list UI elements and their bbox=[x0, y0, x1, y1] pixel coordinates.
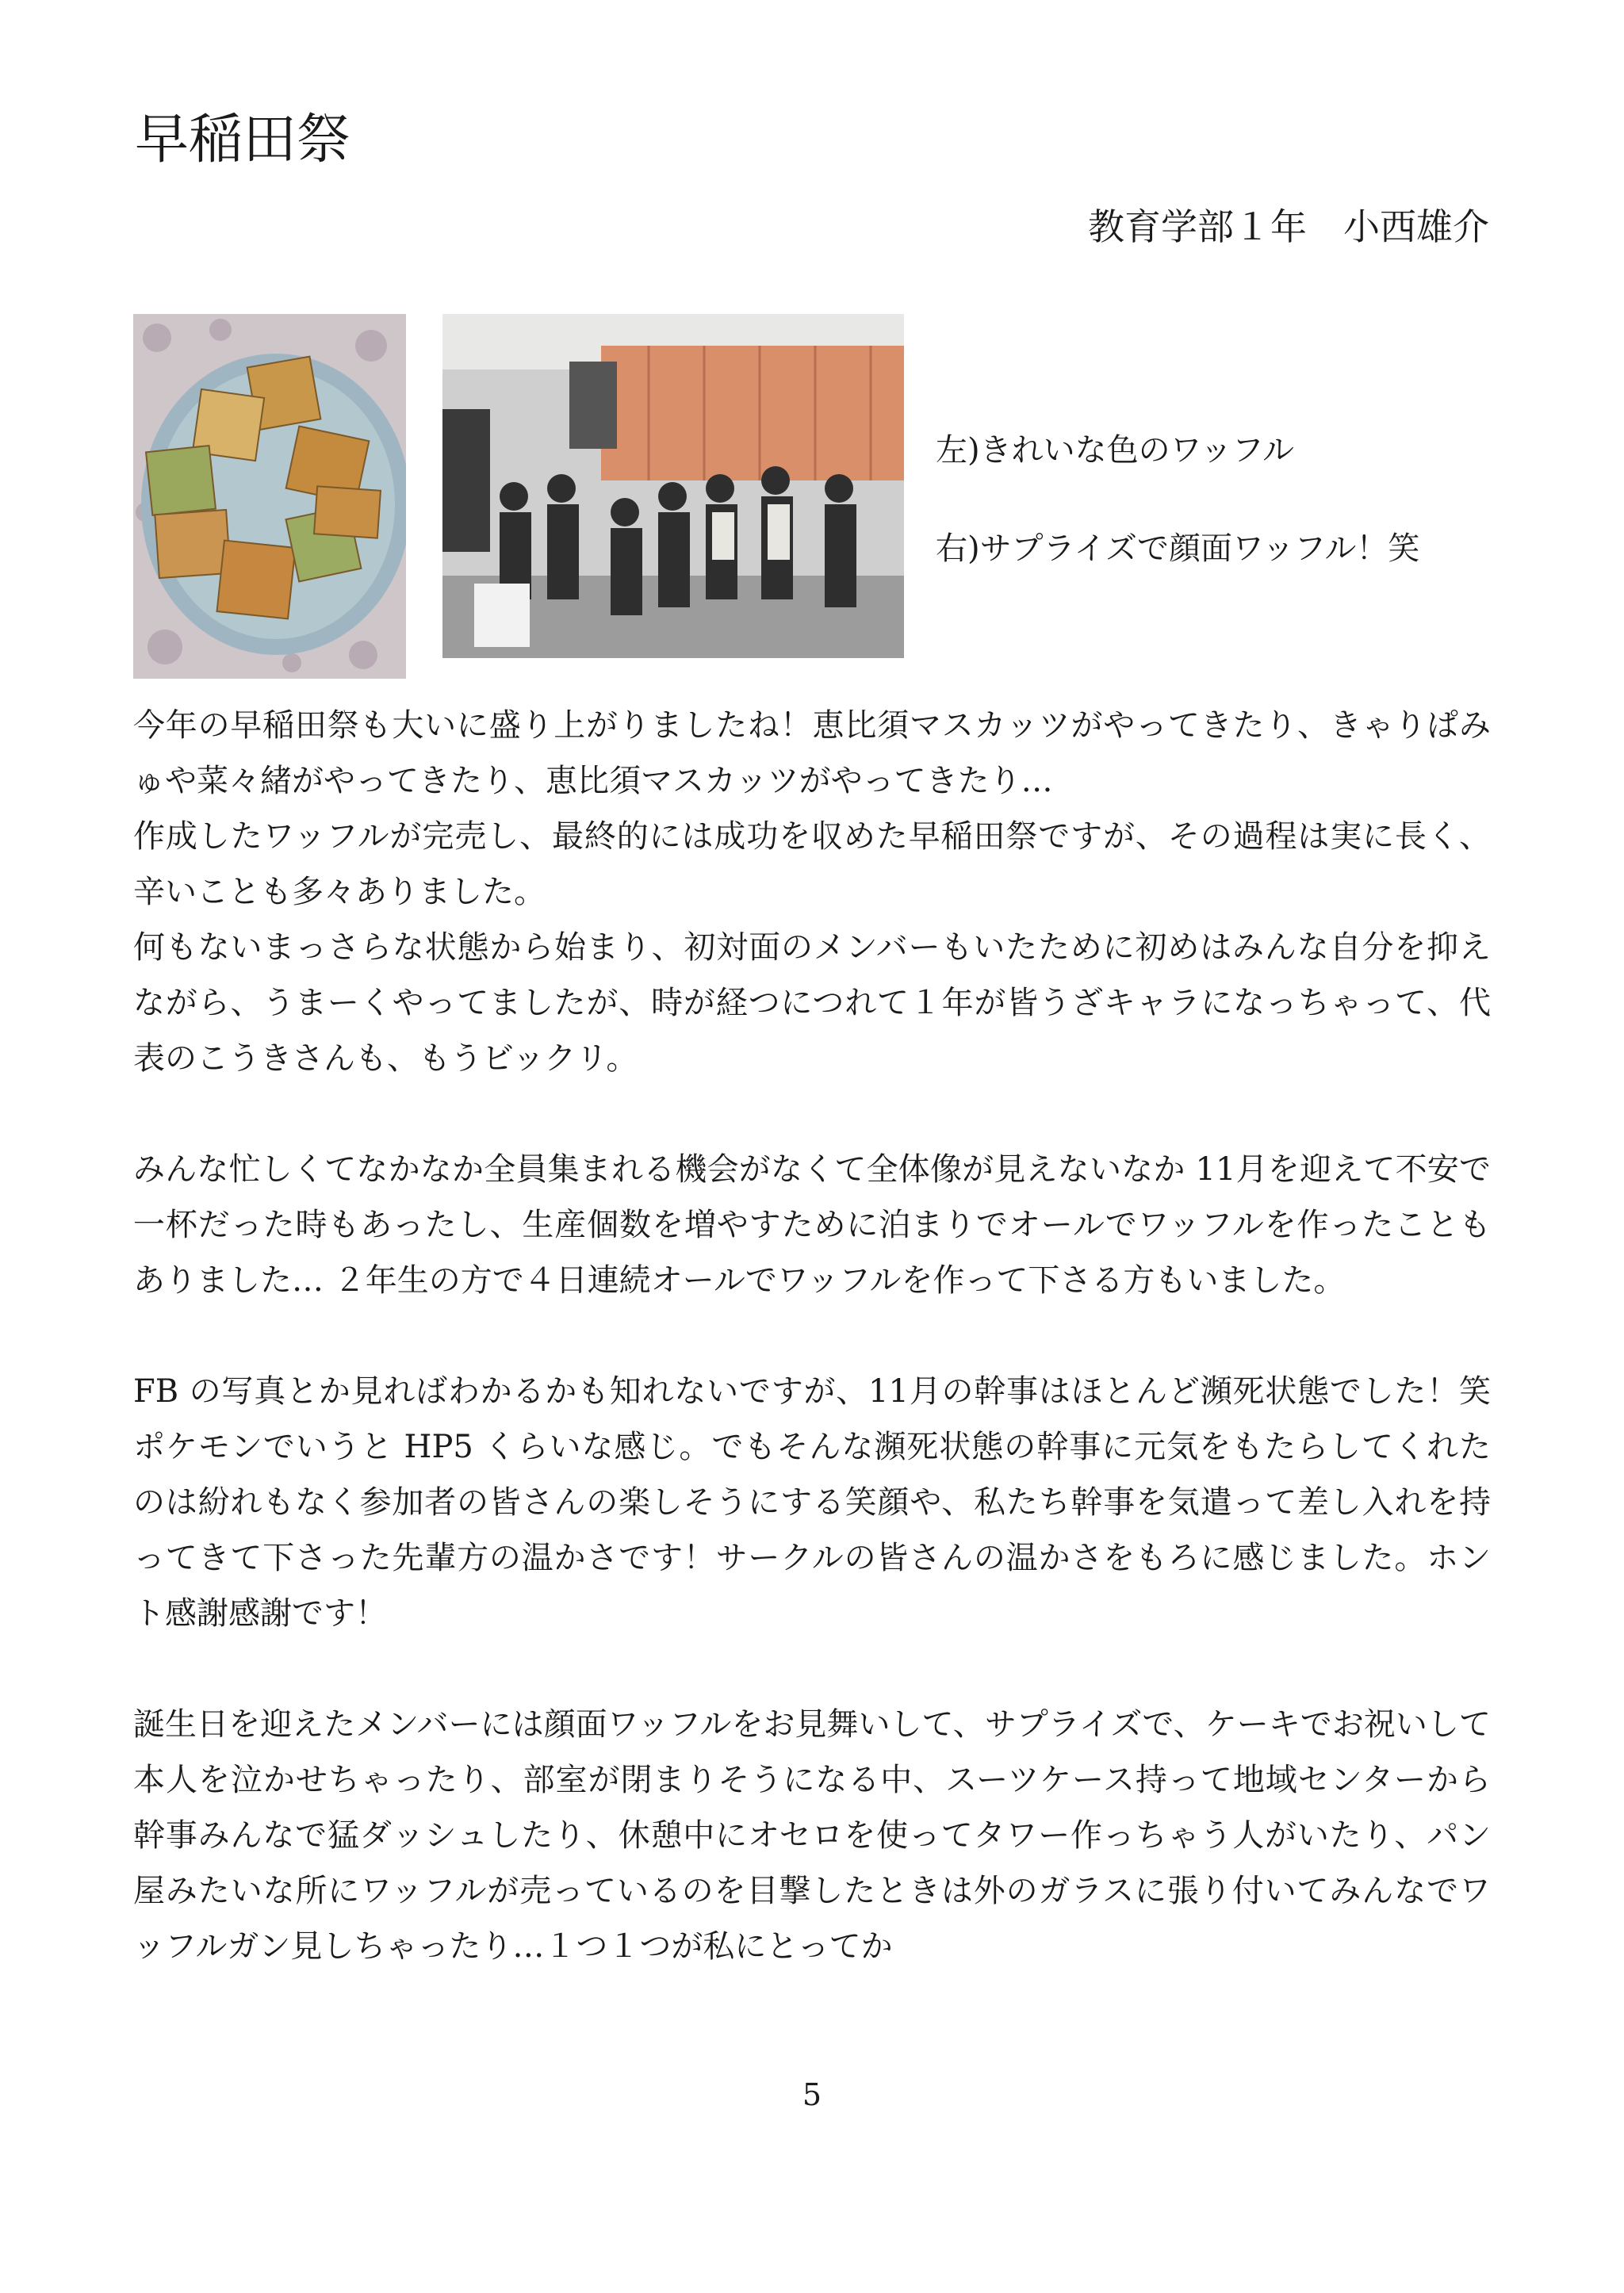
group-photo bbox=[442, 314, 904, 658]
page-number: 5 bbox=[802, 2077, 822, 2112]
paragraph-gap bbox=[133, 1308, 1491, 1364]
paragraph: みんな忙しくてなかなか全員集まれる機会がなくて全体像が見えないなか 11月を迎えて不安で一杯だった時もあったし、生産個数を増やすために泊まりでオールでワッフルを作ったこともありました… ２年生の方で４日連続オールでワッフルを作って下さる方もいました。 bbox=[133, 1151, 1491, 1299]
paragraph: 作成したワッフルが完売し、最終的には成功を収めた早稲田祭ですが、その過程は実に長く、辛いことも多々ありました。 bbox=[133, 818, 1491, 910]
paragraph: 今年の早稲田祭も大いに盛り上がりましたね！恵比須マスカッツがやってきたり、きゃりぱみゅや菜々緒がやってきたり、恵比須マスカッツがやってきたり… bbox=[133, 707, 1491, 799]
paragraph-gap bbox=[133, 1086, 1491, 1142]
paragraph: FB の写真とか見ればわかるかも知れないですが、11月の幹事はほとんど瀕死状態でした！笑 ポケモンでいうと HP5 くらいな感じ。でもそんな瀕死状態の幹事に元気をもたらしてくれたのは紛れもなく参加者の皆さんの楽しそうにする笑顔や、私たち幹事を気遣って差し入れを持ってきて下さった先輩方の温かさです！サークルの皆さんの温かさをもろに感じました。ホント感謝感謝です！ bbox=[133, 1373, 1522, 1632]
caption-right-photo: 右)サプライズで顔面ワッフル！笑 bbox=[936, 530, 1420, 567]
article-body bbox=[133, 698, 1522, 1974]
caption-left-photo: 左)きれいな色のワッフル bbox=[936, 432, 1295, 469]
page-title: 早稲田祭 bbox=[135, 109, 351, 171]
paragraph-gap bbox=[133, 1641, 1491, 1697]
author-line: 教育学部１年 小西雄介 bbox=[1088, 205, 1489, 248]
waffle-plate-photo bbox=[133, 314, 406, 679]
paragraph: 何もないまっさらな状態から始まり、初対面のメンバーもいたために初めはみんな自分を抑えながら、うまーくやってましたが、時が経つにつれて１年が皆うざキャラになっちゃって、代表のこうきさんも、もうビックリ。 bbox=[133, 929, 1491, 1077]
paragraph: 誕生日を迎えたメンバーには顔面ワッフルをお見舞いして、サプライズで、ケーキでお祝いして本人を泣かせちゃったり、部室が閉まりそうになる中、スーツケース持って地域センターから幹事みんなで猛ダッシュしたり、休憩中にオセロを使ってタワー作っちゃう人がいたり、パン屋みたいな所にワッフルが売っているのを目撃したときは外のガラスに張り付いてみんなでワッフルガン見しちゃったり…１つ１つが私にとってか bbox=[133, 1706, 1491, 1965]
